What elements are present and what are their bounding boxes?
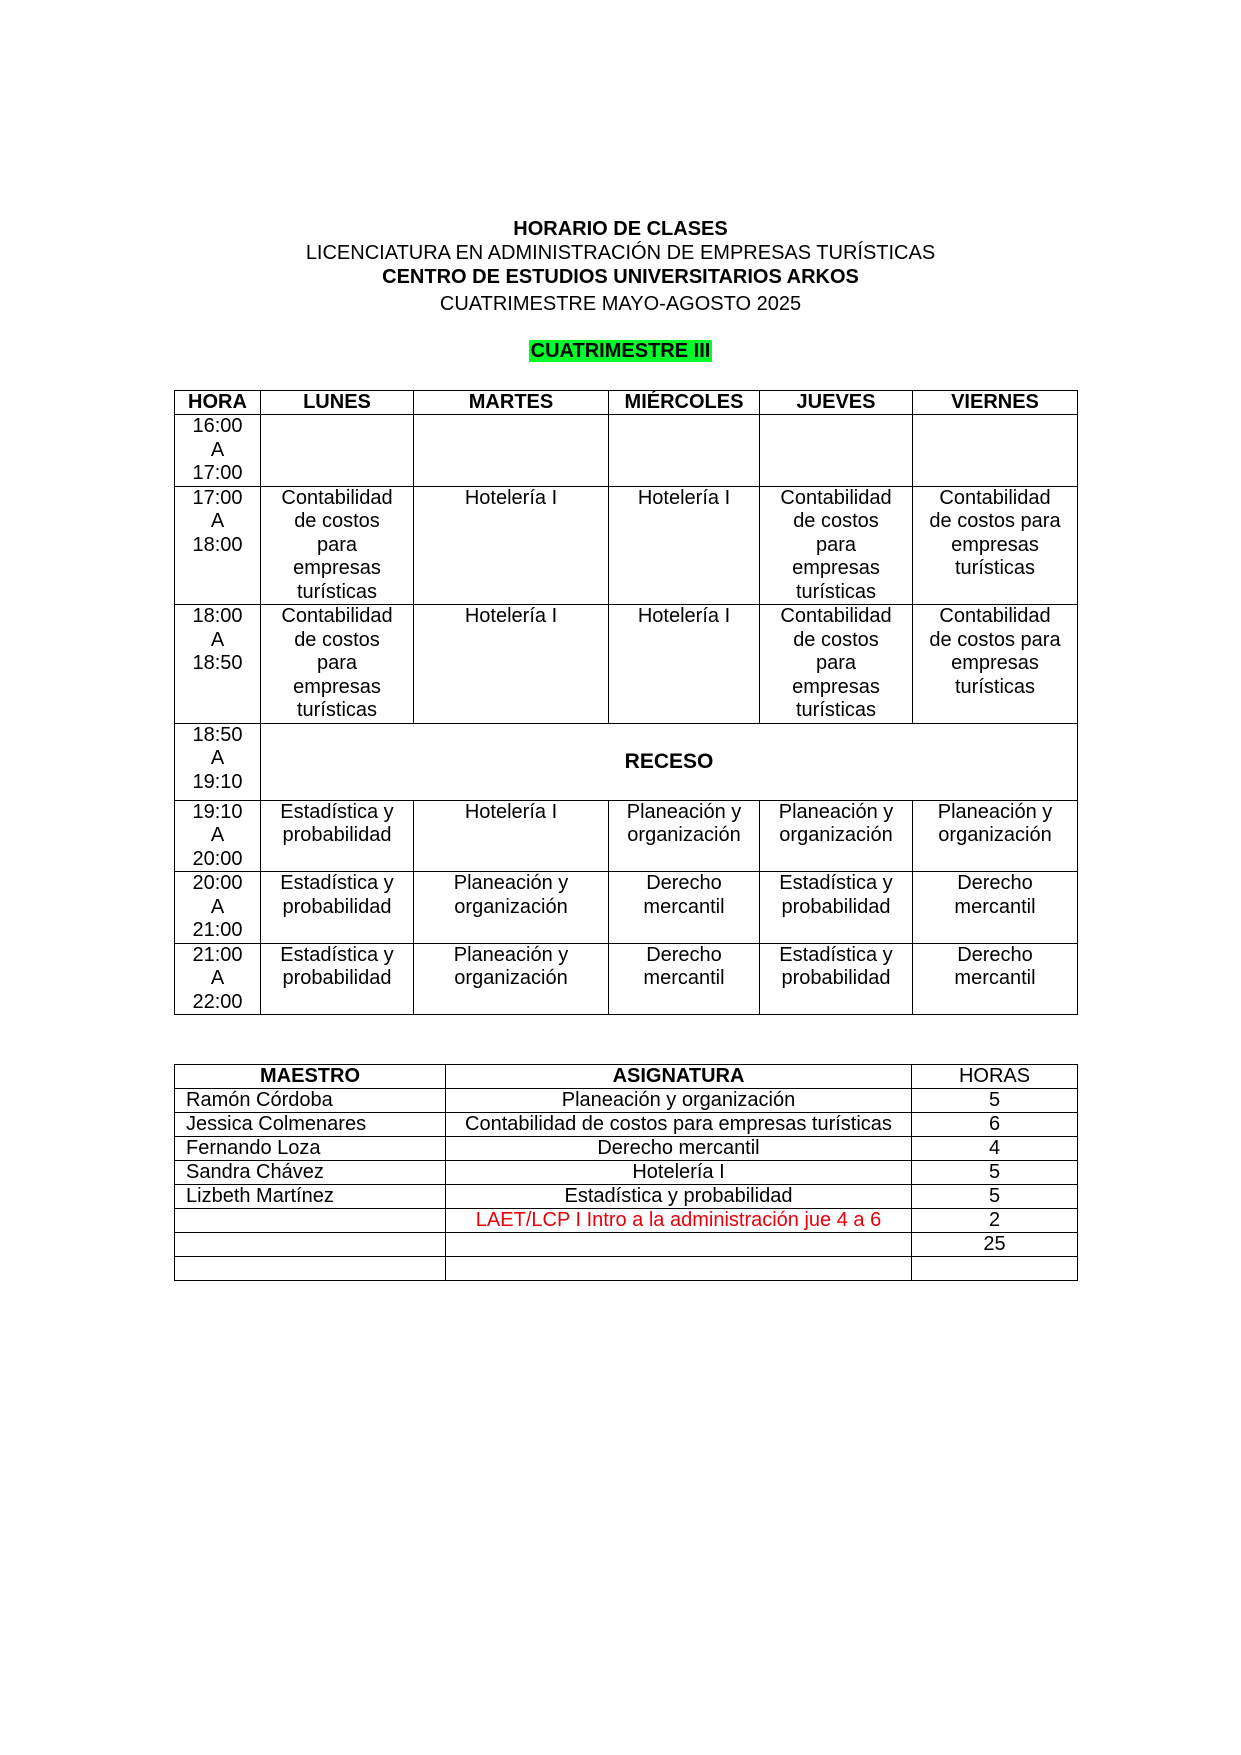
schedule-row <box>175 486 1078 605</box>
teacher-row <box>175 1113 1078 1137</box>
teacher-name: Lizbeth Martínez <box>175 1185 446 1209</box>
col-lunes: LUNES <box>261 391 414 415</box>
col-asignatura: ASIGNATURA <box>446 1065 912 1089</box>
col-jueves: JUEVES <box>760 391 913 415</box>
schedule-body <box>175 415 1078 1015</box>
badge-wrap <box>0 340 1241 363</box>
schedule-row <box>175 723 1078 800</box>
time-slot: 17:00 A 18:00 <box>175 486 261 605</box>
schedule-row <box>175 605 1078 724</box>
class-cell: Derecho mercantil <box>913 943 1078 1015</box>
subject-name: LAET/LCP I Intro a la administración jue 4 a 6 <box>446 1209 912 1233</box>
class-cell: Derecho mercantil <box>609 943 760 1015</box>
class-cell: Planeación y organización <box>913 800 1078 872</box>
teacher-row <box>175 1209 1078 1233</box>
col-martes: MARTES <box>414 391 609 415</box>
class-cell: Contabilidad de costos para empresas turísticas <box>913 486 1078 605</box>
hours-value: 5 <box>912 1185 1078 1209</box>
class-cell: Estadística y probabilidad <box>261 872 414 944</box>
subject-name: Contabilidad de costos para empresas turísticas <box>446 1113 912 1137</box>
document-title: HORARIO DE CLASES <box>513 218 728 240</box>
teacher-row <box>175 1161 1078 1185</box>
teacher-row <box>175 1257 1078 1281</box>
program-name: LICENCIATURA EN ADMINISTRACIÓN DE EMPRESAS TURÍSTICAS <box>305 242 936 264</box>
time-slot: 20:00 A 21:00 <box>175 872 261 944</box>
hours-value <box>912 1257 1078 1281</box>
schedule-row <box>175 800 1078 872</box>
class-cell <box>609 415 760 487</box>
hours-value: 2 <box>912 1209 1078 1233</box>
teacher-name: Fernando Loza <box>175 1137 446 1161</box>
class-cell: Estadística y probabilidad <box>261 943 414 1015</box>
class-cell: Hotelería I <box>414 486 609 605</box>
hours-value: 25 <box>912 1233 1078 1257</box>
time-slot: 21:00 A 22:00 <box>175 943 261 1015</box>
teachers-body <box>175 1089 1078 1281</box>
subject-name <box>446 1233 912 1257</box>
subject-name: Estadística y probabilidad <box>446 1185 912 1209</box>
class-cell: Hotelería I <box>414 800 609 872</box>
class-cell: Planeación y organización <box>609 800 760 872</box>
cuatrimestre-badge: CUATRIMESTRE III <box>530 340 711 362</box>
teacher-name <box>175 1257 446 1281</box>
teachers-header-row <box>175 1065 1078 1089</box>
class-cell <box>261 415 414 487</box>
subject-name: Derecho mercantil <box>446 1137 912 1161</box>
class-cell: Contabilidad de costos para empresas turísticas <box>261 486 414 605</box>
schedule-row <box>175 872 1078 944</box>
schedule-row <box>175 943 1078 1015</box>
teacher-row <box>175 1185 1078 1209</box>
teacher-row <box>175 1137 1078 1161</box>
time-slot: 19:10 A 20:00 <box>175 800 261 872</box>
hours-value: 6 <box>912 1113 1078 1137</box>
teacher-name: Jessica Colmenares <box>175 1113 446 1137</box>
subject-name <box>446 1257 912 1281</box>
schedule-table <box>174 390 1078 1015</box>
class-cell: Derecho mercantil <box>609 872 760 944</box>
col-horas: HORAS <box>912 1065 1078 1089</box>
class-cell <box>913 415 1078 487</box>
class-cell <box>414 415 609 487</box>
hours-value: 4 <box>912 1137 1078 1161</box>
hours-value: 5 <box>912 1161 1078 1185</box>
class-cell: Estadística y probabilidad <box>760 872 913 944</box>
class-cell: Hotelería I <box>414 605 609 724</box>
teacher-name: Ramón Córdoba <box>175 1089 446 1113</box>
teacher-row <box>175 1089 1078 1113</box>
subject-name: Hotelería I <box>446 1161 912 1185</box>
time-slot: 18:50 A 19:10 <box>175 723 261 800</box>
teacher-name <box>175 1233 446 1257</box>
class-cell: Estadística y probabilidad <box>261 800 414 872</box>
class-cell <box>760 415 913 487</box>
schedule-row <box>175 415 1078 487</box>
class-cell: Contabilidad de costos para empresas turísticas <box>913 605 1078 724</box>
col-viernes: VIERNES <box>913 391 1078 415</box>
class-cell: Planeación y organización <box>414 872 609 944</box>
time-slot: 18:00 A 18:50 <box>175 605 261 724</box>
school-name: CENTRO DE ESTUDIOS UNIVERSITARIOS ARKOS <box>382 266 859 288</box>
teacher-row <box>175 1233 1078 1257</box>
col-hora: HORA <box>175 391 261 415</box>
class-cell: Contabilidad de costos para empresas turísticas <box>261 605 414 724</box>
teacher-name: Sandra Chávez <box>175 1161 446 1185</box>
col-miercoles: MIÉRCOLES <box>609 391 760 415</box>
class-cell: Planeación y organización <box>760 800 913 872</box>
recess-cell: RECESO <box>261 723 1078 800</box>
hours-value: 5 <box>912 1089 1078 1113</box>
term-name: CUATRIMESTRE MAYO-AGOSTO 2025 <box>439 293 802 315</box>
subject-name: Planeación y organización <box>446 1089 912 1113</box>
schedule-header-row <box>175 391 1078 415</box>
col-maestro: MAESTRO <box>175 1065 446 1089</box>
teachers-table <box>174 1064 1078 1281</box>
teacher-name <box>175 1209 446 1233</box>
class-cell: Planeación y organización <box>414 943 609 1015</box>
class-cell: Hotelería I <box>609 486 760 605</box>
class-cell: Derecho mercantil <box>913 872 1078 944</box>
class-cell: Contabilidad de costos para empresas turísticas <box>760 605 913 724</box>
class-cell: Hotelería I <box>609 605 760 724</box>
class-cell: Estadística y probabilidad <box>760 943 913 1015</box>
time-slot: 16:00 A 17:00 <box>175 415 261 487</box>
class-cell: Contabilidad de costos para empresas turísticas <box>760 486 913 605</box>
